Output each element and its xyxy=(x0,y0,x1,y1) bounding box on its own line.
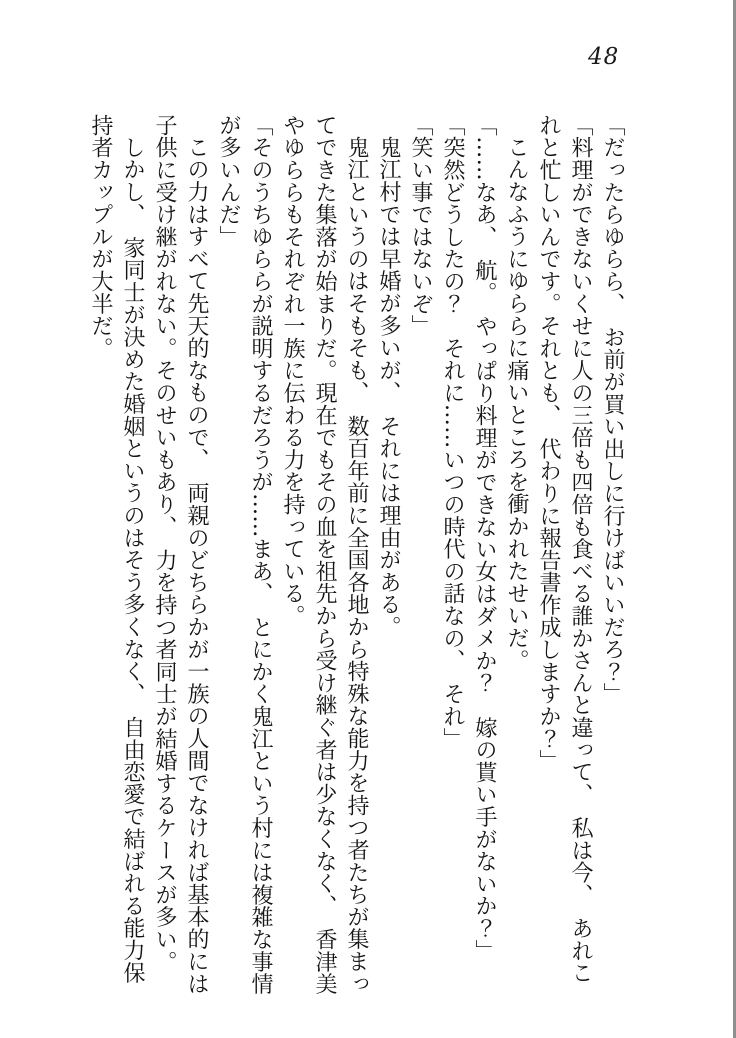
paragraph-dialogue: 「笑い事ではないぞ」 xyxy=(408,114,433,337)
vertical-text-block xyxy=(84,114,628,1002)
paragraph-narration: 鬼江村では早婚が多いが、 それには理由がある。 xyxy=(376,136,401,638)
paragraph-narration: この力はすべて先天的なもので、 両親のどちらかが一族の人間でなければ基本的には子供に受け継がれない。そのせいもあり、 力を持つ者同士が結婚するケースが多い。 xyxy=(152,114,209,995)
paragraph-dialogue: 「そのうちゆららが説明するだろうが……まあ、 とにかく鬼江という村には複雑な事情が多いんだ」 xyxy=(216,114,273,995)
paragraph-dialogue: 「……なあ、 航。 やっぱり料理ができない女はダメか？ 嫁の貰い手がないか？」 xyxy=(472,114,497,962)
paragraph-narration: 鬼江というのはそもそも、 数百年前に全国各地から特殊な能力を持つ者たちが集まってできた集落が始まりだ。現在でもその血を祖先から受け継ぐ者は少なくなく、 香津美やゆららもそれぞれ一族に伝わる力を持っている。 xyxy=(280,114,369,995)
paragraph-narration: しかし、 家同士が決めた婚姻というのはそう多くなく、 自由恋愛で結ばれる能力保持者カップルが大半だ。 xyxy=(88,114,145,984)
paragraph-dialogue: 「突然どうしたの？ それに……いつの時代の話なの、 それ」 xyxy=(440,114,465,750)
paragraph-dialogue: 「料理ができないくせに人の三倍も四倍も食べる誰かさんと違って、 私は今、 あれこれと忙しいんです。それとも、 代わりに報告書作成しますか？」 xyxy=(536,114,593,984)
paragraph-dialogue: 「だったらゆらら、 お前が買い出しに行けばいいだろ？」 xyxy=(600,114,625,706)
paragraph-narration: こんなふうにゆららに痛いところを衝かれたせいだ。 xyxy=(504,136,529,672)
page-number: 48 xyxy=(588,44,620,70)
